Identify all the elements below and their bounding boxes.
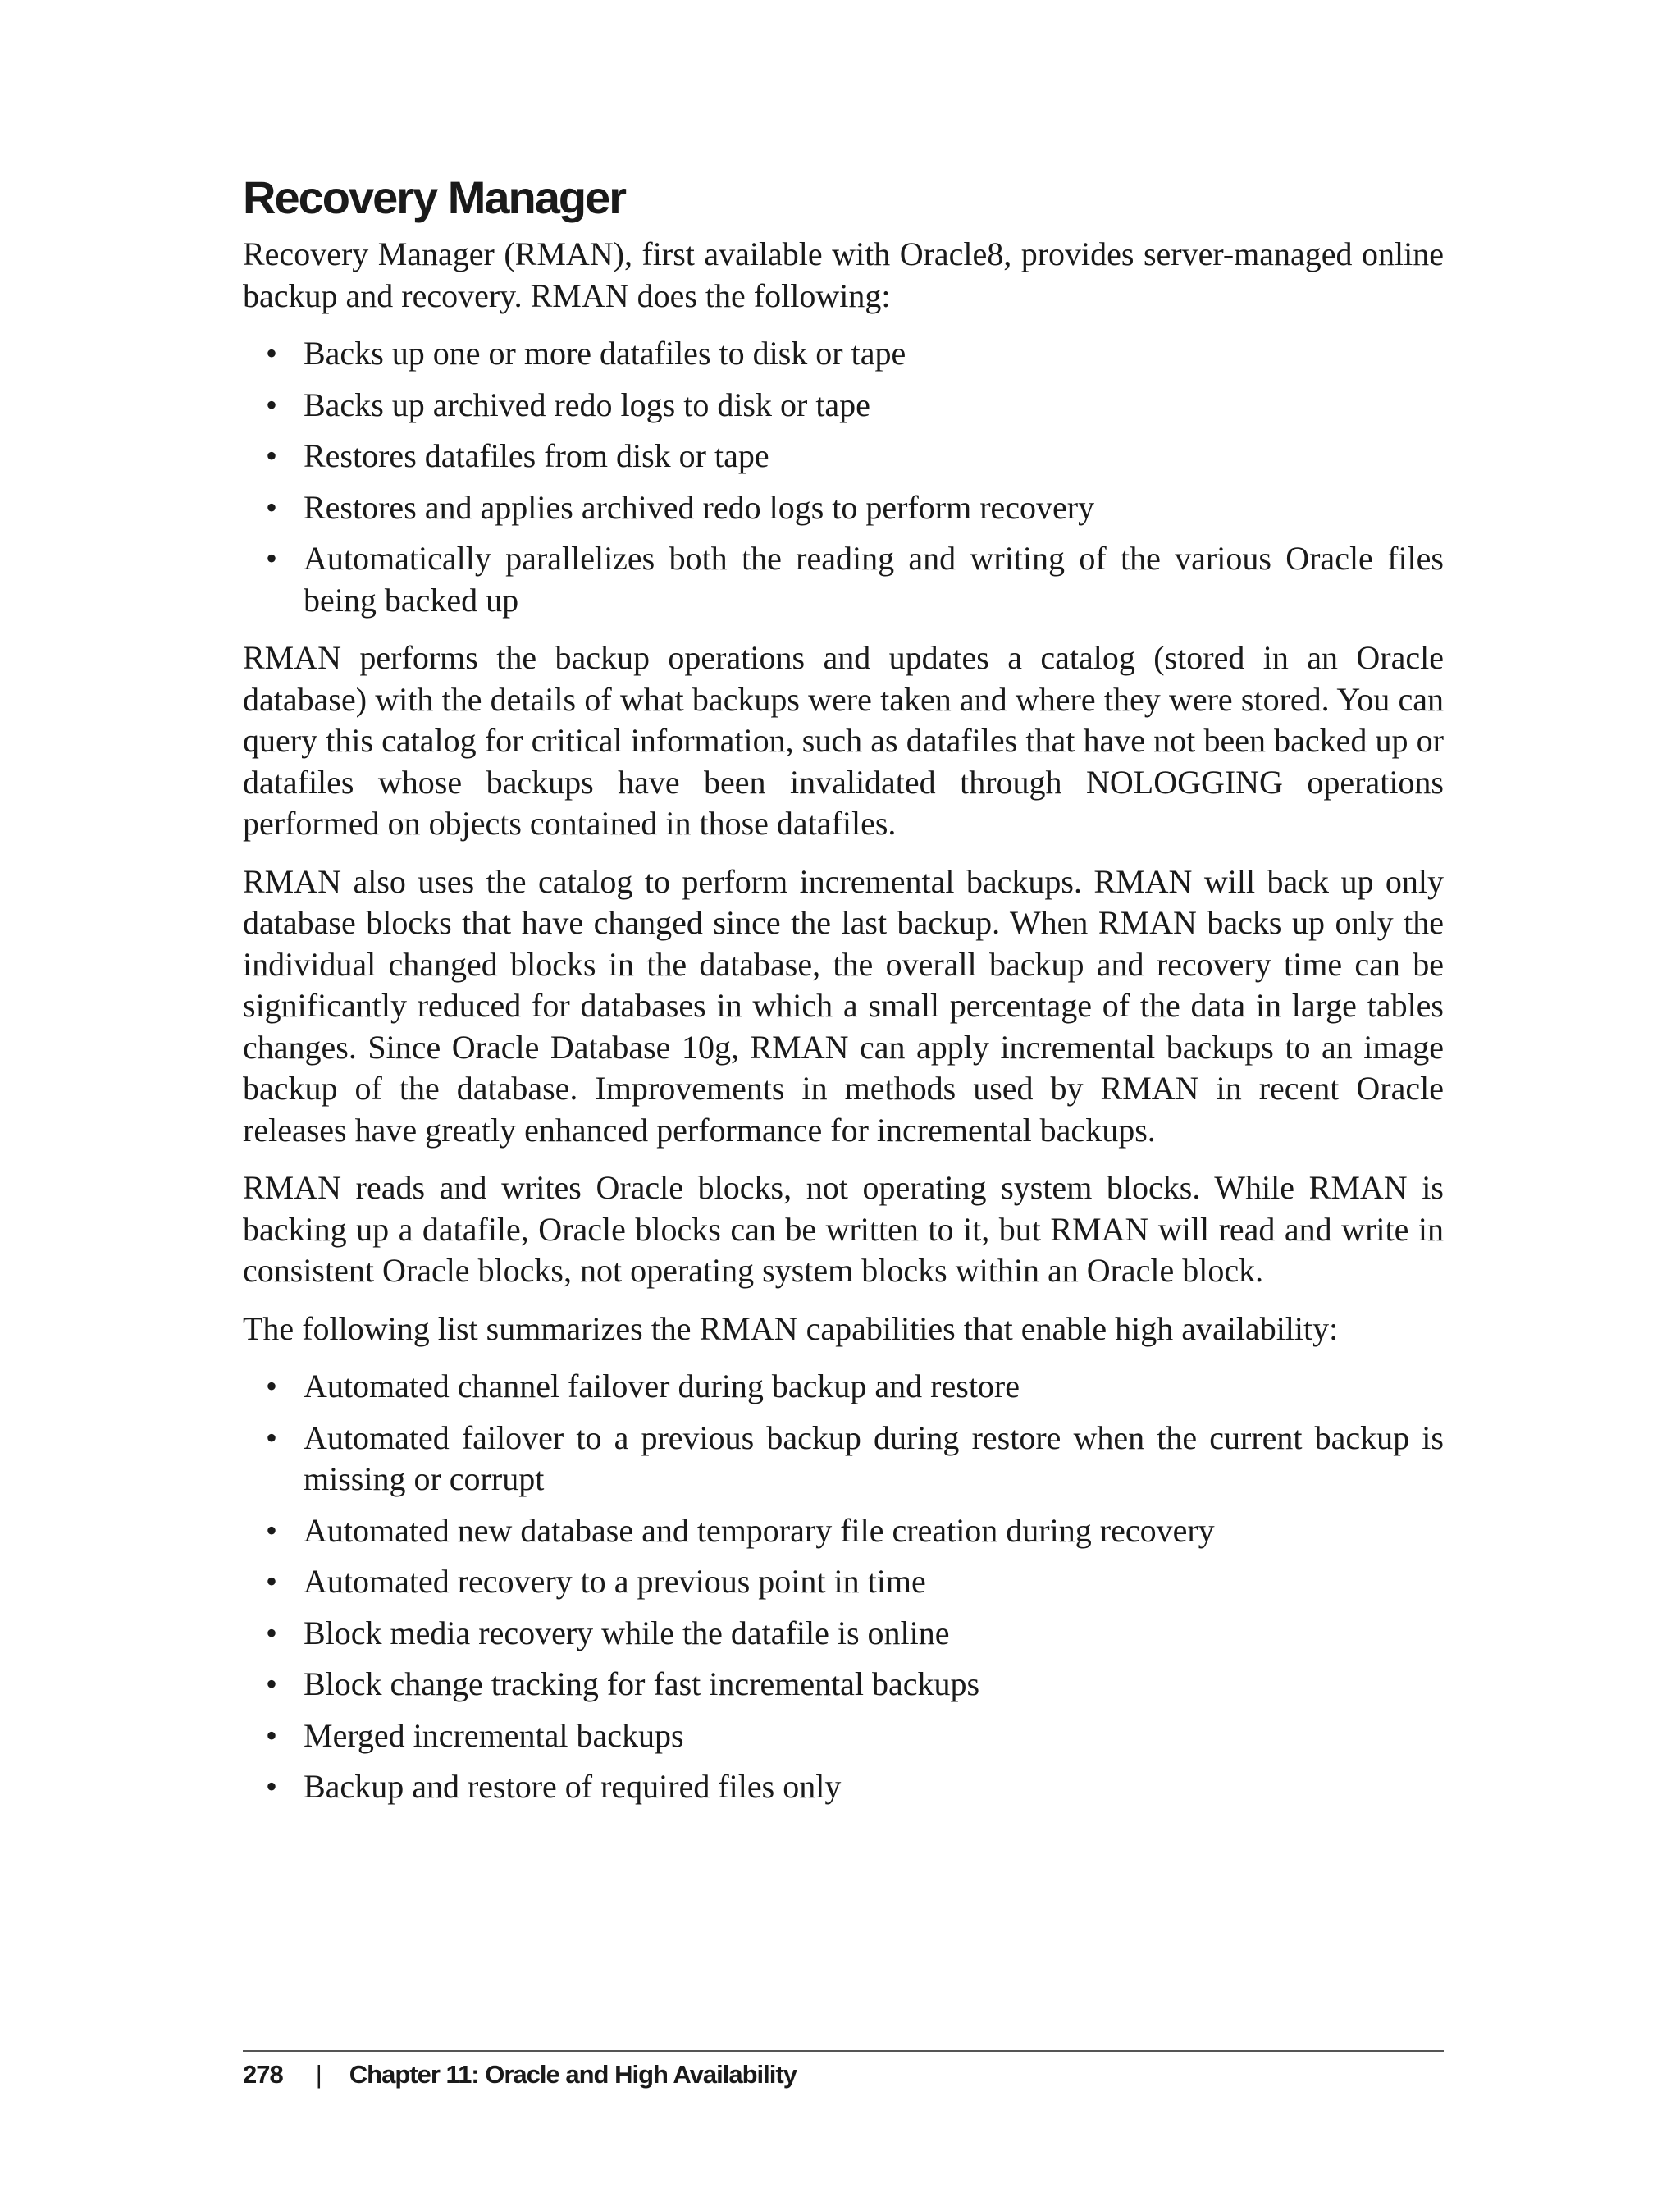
list-item [243,1715,1444,1757]
summary-intro-paragraph: The following list summarizes the RMAN capabilities that enable high availability: [243,1309,1339,1347]
list-item-text: Block media recovery while the datafile is online [304,1614,950,1651]
list-item-text: Restores datafiles from disk or tape [304,437,769,474]
bullet-icon: • [266,437,278,474]
list-item [243,538,1444,621]
list-item-text: Merged incremental backups [304,1716,684,1754]
bullet-icon: • [266,1418,278,1456]
list-item-text: Automated recovery to a previous point in time [304,1563,926,1600]
footer-divider [243,2050,1444,2052]
bullet-icon: • [266,1614,278,1651]
list-item [243,1613,1444,1655]
list-item [243,1561,1444,1603]
list-item-text: Automated channel failover during backup and restore [304,1368,1020,1404]
incremental-paragraph: RMAN also uses the catalog to perform incremental backups. RMAN will back up only database blocks that have changed since the last backup. When RMAN backs up only the individual changed blocks in the database, the overall backup and recovery time can be significantly reduced for databases in which a small percentage of the data in large tables changes. Since Oracle Database 10g, RMAN can apply incremental backups to an image backup of the database. Improvements in methods used by RMAN in recent Oracle releases have greatly enhanced performance for incremental backups. [243,862,1444,1149]
page-footer [243,2057,797,2093]
bullet-icon: • [266,1368,278,1404]
chapter-title: Chapter 11: Oracle and High Availability [349,2060,797,2089]
catalog-paragraph: RMAN performs the backup operations and updates a catalog (stored in an Oracle database) with the details of what backups were taken and where they were stored. You can query this catalog for critical information, such as datafiles that have not been backed up or datafiles whose backups have been invalidated through NOLOGGING operations performed on objects contained in those datafiles. [243,639,1444,842]
bullet-icon: • [266,1665,278,1702]
list-item [243,1366,1444,1408]
bullet-icon: • [266,1563,278,1600]
list-item-text: Block change tracking for fast incremental backups [304,1665,980,1702]
bullet-icon: • [266,335,278,372]
bullet-icon: • [266,1716,278,1754]
ha-capabilities-list [243,1366,1444,1808]
intro-paragraph: Recovery Manager (RMAN), first available with Oracle8, provides server-managed online backup and recovery. RMAN does the following: [243,235,1444,314]
rman-functions-list [243,333,1444,621]
list-item [243,436,1444,477]
footer-separator: | [315,2060,322,2089]
bullet-icon: • [266,540,278,577]
list-item-text: Automated new database and temporary file creation during recovery [304,1511,1215,1549]
list-item [243,487,1444,529]
list-item-text: Backs up one or more datafiles to disk or tape [304,335,906,372]
list-item [243,1664,1444,1706]
section-title: Recovery Manager [243,171,626,223]
list-item-text: Backs up archived redo logs to disk or tape [304,386,870,423]
bullet-icon: • [266,1511,278,1549]
list-item-text: Automated failover to a previous backup during restore when the current backup is missing or corrupt [304,1418,1444,1497]
page-number: 278 [243,2060,283,2089]
list-item [243,1766,1444,1808]
bullet-icon: • [266,488,278,526]
page-content [243,168,1444,1825]
list-item [243,1418,1444,1500]
list-item [243,385,1444,427]
blocks-paragraph: RMAN reads and writes Oracle blocks, not operating system blocks. While RMAN is backing up a datafile, Oracle blocks can be written to it, but RMAN will read and write in consistent Oracle blocks, not operating system blocks within an Oracle block. [243,1169,1444,1289]
body-text [243,234,1444,1808]
list-item-text: Backup and restore of required files only [304,1768,842,1805]
list-item [243,333,1444,375]
bullet-icon: • [266,386,278,423]
list-item [243,1510,1444,1552]
bullet-icon: • [266,1768,278,1805]
list-item-text: Automatically parallelizes both the reading and writing of the various Oracle files being backed up [304,540,1444,619]
list-item-text: Restores and applies archived redo logs to perform recovery [304,488,1095,526]
